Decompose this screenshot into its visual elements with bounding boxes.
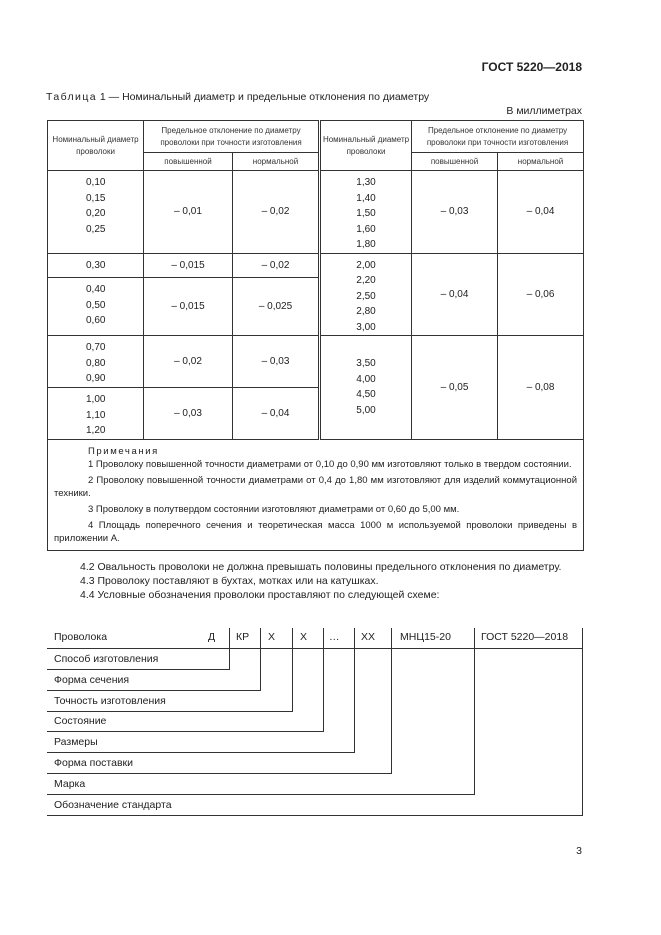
standard-header: ГОСТ 5220—2018 (481, 60, 582, 74)
header-deviation: Предельное отклонение по диаметру проволоки при точности изготовления (144, 121, 320, 153)
diameter-value: 0,40 (86, 284, 106, 296)
scheme-line (47, 669, 230, 670)
scheme-tick (260, 628, 261, 691)
scheme-code-delivery: ХХ (361, 631, 376, 643)
scheme-tick (474, 628, 475, 795)
diameter-value: 1,50 (356, 208, 376, 219)
scheme-tick (229, 628, 230, 670)
scheme-line (47, 690, 261, 691)
deviation-normal: – 0,02 (233, 253, 320, 278)
scheme-label-delivery: Форма поставки (54, 757, 133, 769)
deviation-increased: – 0,01 (144, 171, 233, 254)
header-nominal-2: Номинальный диаметр проволоки (320, 121, 412, 171)
scheme-code-method: Д (208, 631, 216, 643)
deviation-increased: – 0,03 (144, 388, 233, 440)
scheme-line (47, 731, 324, 732)
deviation-normal: – 0,04 (498, 171, 584, 254)
table-title-text: 1 — Номинальный диаметр и предельные отклонения по диаметру (96, 91, 430, 103)
note-item: 1 Проволоку повышенной точности диаметрами от 0,10 до 0,90 мм изготовляют только в твердом состоянии. (88, 458, 572, 470)
deviation-normal: – 0,02 (233, 171, 320, 254)
deviation-normal: – 0,04 (233, 388, 320, 440)
scheme-label-accuracy: Точность изготовления (54, 695, 166, 707)
scheme-code-size: … (329, 631, 340, 643)
paragraph-4-3: 4.3 Проволоку поставляют в бухтах, мотках или на катушках. (80, 575, 379, 587)
scheme-code-standard: ГОСТ 5220—2018 (481, 631, 569, 643)
diameter-value: 0,50 (86, 299, 106, 311)
deviation-normal: – 0,03 (233, 336, 320, 388)
scheme-top-line (47, 648, 583, 649)
scheme-line (47, 752, 355, 753)
diameter-value: 0,10 (86, 177, 106, 188)
note-item: 4 Площадь поперечного сечения и теоретическая масса 1000 м используемой проволоки приведены в приложении А. (54, 519, 578, 544)
deviation-increased: – 0,02 (144, 336, 233, 388)
diameter-value: 0,20 (86, 208, 106, 219)
scheme-label-method: Способ изготовления (54, 653, 159, 665)
scheme-code-state: Х (300, 631, 308, 643)
deviation-normal: – 0,025 (233, 278, 320, 336)
scheme-code-accuracy: Х (268, 631, 276, 643)
deviation-increased: – 0,015 (144, 253, 233, 278)
diameter-value: 0,80 (86, 357, 106, 369)
scheme-label-size: Размеры (54, 736, 98, 748)
units-label: В миллиметрах (506, 105, 582, 117)
paragraph-4-4: 4.4 Условные обозначения проволоки проставляют по следующей схеме: (80, 589, 440, 601)
deviation-increased: – 0,015 (144, 278, 233, 336)
scheme-line (47, 794, 475, 795)
diameter-value: 4,00 (356, 373, 376, 385)
scheme-line (47, 711, 293, 712)
paragraph-4-2: 4.2 Овальность проволоки не должна превышать половины предельного отклонения по диаметру. (80, 561, 562, 573)
scheme-label-grade: Марка (54, 778, 86, 790)
diameter-value: 0,30 (86, 259, 106, 271)
diameter-value: 0,15 (86, 192, 106, 204)
scheme-tick (323, 628, 324, 732)
diameter-value: 0,70 (86, 342, 106, 353)
scheme-label-state: Состояние (54, 715, 107, 727)
diameter-value: 3,50 (356, 358, 376, 370)
diameter-value: 1,10 (86, 409, 106, 421)
scheme-code-grade: МНЦ15-20 (400, 631, 451, 643)
scheme-code-shape: КР (236, 631, 250, 643)
deviation-increased: – 0,05 (412, 336, 498, 440)
diameter-value: 4,50 (356, 389, 376, 401)
diameter-value: 3,00 (356, 321, 376, 333)
deviation-normal: – 0,08 (498, 336, 584, 440)
page-number: 3 (576, 845, 582, 857)
table-title-prefix: Таблица (46, 91, 97, 103)
diameter-value: 1,20 (86, 425, 106, 436)
diameter-value: 1,40 (356, 192, 376, 204)
scheme-word: Проволока (54, 631, 108, 643)
diameter-value: 2,20 (356, 275, 376, 286)
header-deviation-2: Предельное отклонение по диаметру проволоки при точности изготовления (412, 121, 584, 153)
header-increased-2: повышенной (412, 153, 498, 171)
deviation-normal: – 0,06 (498, 253, 584, 336)
scheme-label-shape: Форма сечения (54, 674, 130, 686)
diameter-value: 0,90 (86, 373, 106, 384)
notes-title: Примечания (88, 445, 159, 457)
diameter-value: 1,00 (86, 394, 106, 405)
diameter-value: 5,00 (356, 404, 376, 416)
scheme-bottom-line (47, 815, 583, 816)
header-normal-2: нормальной (498, 153, 584, 171)
note-item: 3 Проволоку в полутвердом состоянии изготовляют диаметрами от 0,60 до 5,00 мм. (88, 503, 460, 515)
scheme-line (47, 773, 392, 774)
diameter-value: 0,60 (86, 315, 106, 327)
diameter-value: 1,80 (356, 239, 376, 250)
header-increased: повышенной (144, 153, 233, 171)
diameter-value: 2,00 (356, 259, 376, 271)
scheme-tick (292, 628, 293, 712)
header-normal: нормальной (233, 153, 320, 171)
scheme-tick (354, 628, 355, 753)
deviation-increased: – 0,03 (412, 171, 498, 254)
diameter-value: 2,50 (356, 290, 376, 302)
diameter-value: 1,60 (356, 223, 376, 235)
scheme-label-standard: Обозначение стандарта (54, 799, 172, 811)
scheme-tick (391, 628, 392, 774)
diameter-value: 0,25 (86, 223, 106, 235)
diameter-value: 2,80 (356, 306, 376, 317)
note-item: 2 Проволоку повышенной точности диаметрами от 0,4 до 1,80 мм изготовляют для изделий коммутационной техники. (54, 474, 578, 499)
header-nominal: Номинальный диаметр проволоки (48, 121, 144, 171)
scheme-tick (582, 628, 583, 816)
diameter-value: 1,30 (356, 177, 376, 188)
deviation-increased: – 0,04 (412, 253, 498, 336)
